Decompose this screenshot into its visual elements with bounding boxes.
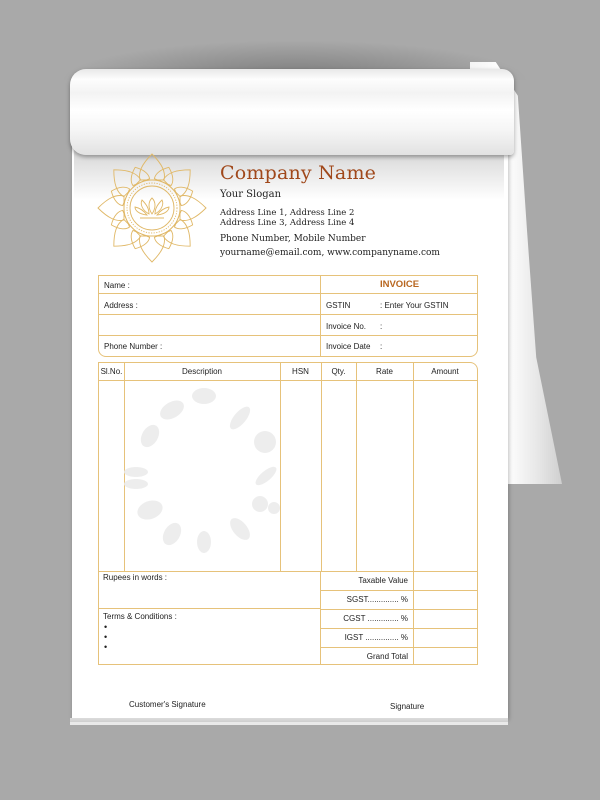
column-header-sl-no: Sl.No. (100, 367, 123, 376)
customer-name-field[interactable]: Name : (104, 281, 130, 290)
invoice-title: INVOICE (379, 279, 420, 290)
company-phone: Phone Number, Mobile Number (220, 234, 366, 244)
column-header-description: Description (181, 367, 222, 376)
words-terms-divider (99, 608, 320, 609)
zodiac-wheel-watermark-icon (122, 384, 282, 554)
grand-total-label: Grand Total (366, 652, 408, 661)
column-header-hsn: HSN (292, 367, 309, 376)
col-divider (356, 363, 357, 571)
totals-row-line (320, 590, 478, 591)
totals-section (98, 571, 478, 665)
company-name: Company Name (220, 162, 377, 184)
totals-row-line (320, 628, 478, 629)
invoice-date-label: Invoice Date (326, 342, 371, 351)
invoice-number-field[interactable]: : (380, 322, 383, 331)
column-header-qty: Qty. (331, 367, 346, 376)
column-header-rate: Rate (376, 367, 393, 376)
column-header-amount: Amount (431, 367, 459, 376)
info-row-address-2 (99, 315, 477, 336)
terms-bullet-1: • (104, 622, 108, 632)
customer-invoice-info-box (98, 275, 478, 357)
company-email-web: yourname@email.com, www.companyname.com (220, 248, 440, 258)
igst-label: IGST ............... % (344, 633, 408, 642)
invoice-date-field[interactable]: : (380, 342, 383, 351)
customer-phone-field[interactable]: Phone Number : (104, 342, 163, 351)
company-slogan: Your Slogan (220, 189, 282, 200)
totals-row-line (320, 647, 478, 648)
totals-divider (413, 572, 414, 664)
sgst-label: SGST.............. % (346, 595, 408, 604)
totals-row-line (320, 609, 478, 610)
table-header-divider (99, 380, 477, 381)
rupees-in-words-field[interactable]: Rupees in words : (103, 573, 168, 582)
invoice-number-label: Invoice No. (326, 322, 367, 331)
gstin-value[interactable]: : Enter Your GSTIN (380, 301, 449, 310)
terms-bullet-3: • (104, 642, 108, 652)
cgst-label: CGST .............. % (343, 614, 408, 623)
page-stack-edge-light (70, 722, 508, 725)
col-divider (413, 363, 414, 571)
col-divider (321, 363, 322, 571)
pad-binding-roll (70, 69, 514, 155)
gstin-label: GSTIN (326, 301, 351, 310)
taxable-value-label: Taxable Value (358, 576, 408, 585)
terms-bullet-2: • (104, 632, 108, 642)
lotus-mandala-logo-icon (96, 152, 208, 264)
terms-conditions-label: Terms & Conditions : (103, 612, 177, 621)
customer-signature-label: Customer's Signature (129, 700, 206, 709)
authorized-signature-label: Signature (390, 702, 425, 711)
address-line-2: Address Line 3, Address Line 4 (220, 218, 355, 228)
address-line-1: Address Line 1, Address Line 2 (220, 208, 355, 218)
customer-address-field[interactable]: Address : (104, 301, 138, 310)
